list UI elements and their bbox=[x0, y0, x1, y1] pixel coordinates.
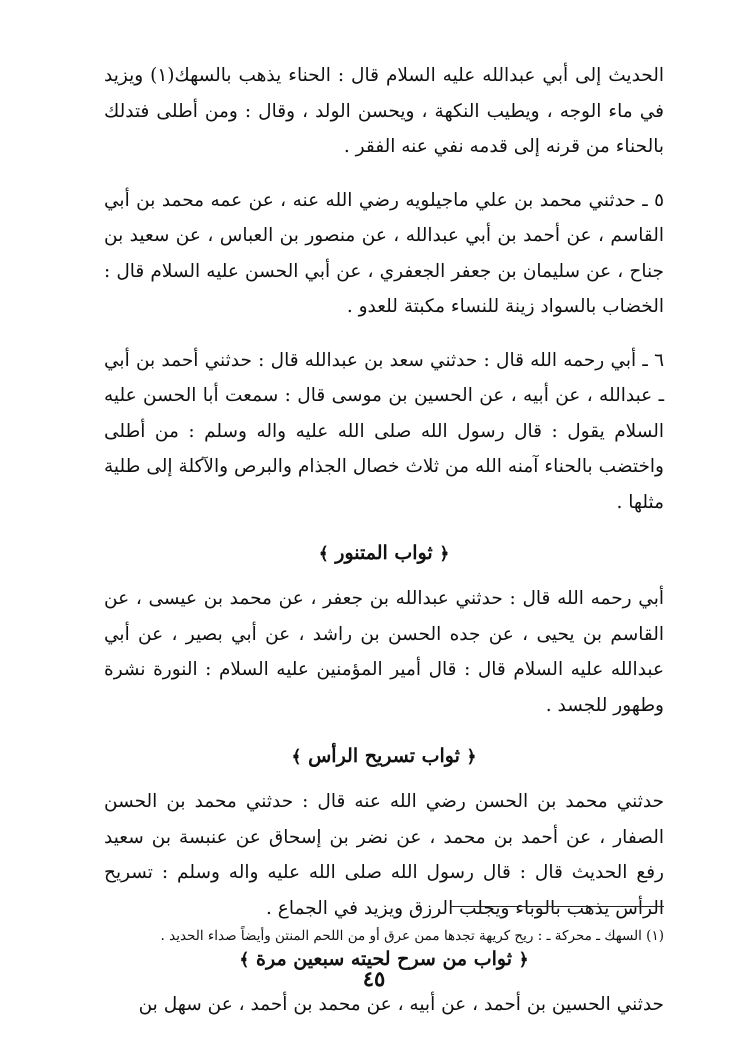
section-heading-text: ثواب المتنور bbox=[335, 542, 433, 564]
paragraph-hadith-henna: الحديث إلى أبي عبدالله عليه السلام قال : الحناء يذهب بالسهك(١) ويزيد في ماء الوجه ، ويطيب النكهة ، ويحسن الولد ، وقال : ومن أطلى فتدلك بالحناء من قرنه إلى قدمه نفي عنه الفقر . bbox=[104, 65, 664, 157]
paragraph-hadith-5: ٥ ـ حدثني محمد بن علي ماجيلويه رضي الله عنه ، عن عمه محمد بن أبي القاسم ، عن أحمد بن أبي عبدالله ، عن منصور بن العباس ، عن سعيد بن جناح ، عن سليمان بن جعفر الجعفري ، عن أبي الحسن عليه السلام قال : الخضاب بالسواد زينة للنساء مكبتة للعدو . bbox=[104, 189, 664, 317]
paragraph-hadith-6: ٦ ـ أبي رحمه الله قال : حدثني سعد بن عبدالله قال : حدثني أحمد بن أبي ـ عبدالله ، عن أبيه ، عن الحسين بن موسى قال : سمعت أبا الحسن عليه السلام يقول : قال رسول الله صلى الله عليه واله وسلم : من أطلى واختضب بالحناء آمنه الله من ثلاث خصال الجذام والبرص والآكلة إلى طلية مثلها . bbox=[104, 349, 664, 513]
ornament-open-bracket: ﴿ bbox=[466, 747, 477, 767]
ornament-open-bracket: ﴿ bbox=[518, 950, 529, 970]
section-heading-mutanawwir bbox=[104, 536, 664, 571]
section-heading-text: ثواب من سرح لحيته سبعين مرة bbox=[256, 948, 512, 970]
paragraph-nura: أبي رحمه الله قال : حدثني عبدالله بن جعفر ، عن محمد بن عيسى ، عن القاسم بن يحيى ، عن جده الحسن بن راشد ، عن أبي بصير ، عن أبي عبدالله عليه السلام قال : قال أمير المؤمنين عليه السلام : النورة نشرة وطهور للجسد . bbox=[104, 588, 664, 716]
section-heading-tasrih-ras bbox=[104, 739, 664, 774]
paragraph-lihya: حدثني الحسين بن أحمد ، عن أبيه ، عن محمد بن أحمد ، عن سهل بن bbox=[138, 994, 664, 1015]
ornament-close-bracket: ﴾ bbox=[318, 544, 329, 564]
section-heading-text: ثواب تسريح الرأس bbox=[308, 745, 460, 767]
ornament-open-bracket: ﴿ bbox=[439, 544, 450, 564]
ornament-close-bracket: ﴾ bbox=[291, 747, 302, 767]
page-number: ٤٥ bbox=[362, 966, 386, 991]
ornament-close-bracket: ﴾ bbox=[239, 950, 250, 970]
footnote: (١) السهك ـ محركة ـ : ريح كريهة تجدها ممن عرق أو من اللحم المنتن وأيضاً صداء الحديد . bbox=[160, 928, 664, 944]
footnote-divider bbox=[450, 906, 664, 907]
paragraph-tasrih: حدثني محمد بن الحسن رضي الله عنه قال : حدثني محمد بن الحسن الصفار ، عن أحمد بن محمد ، عن نضر بن إسحاق عن عنبسة بن سعيد رفع الحديث قال : قال رسول الله صلى الله عليه واله وسلم : تسريح الرأس يذهب بالوباء ويجلب الرزق ويزيد في الجماع . bbox=[104, 791, 664, 919]
